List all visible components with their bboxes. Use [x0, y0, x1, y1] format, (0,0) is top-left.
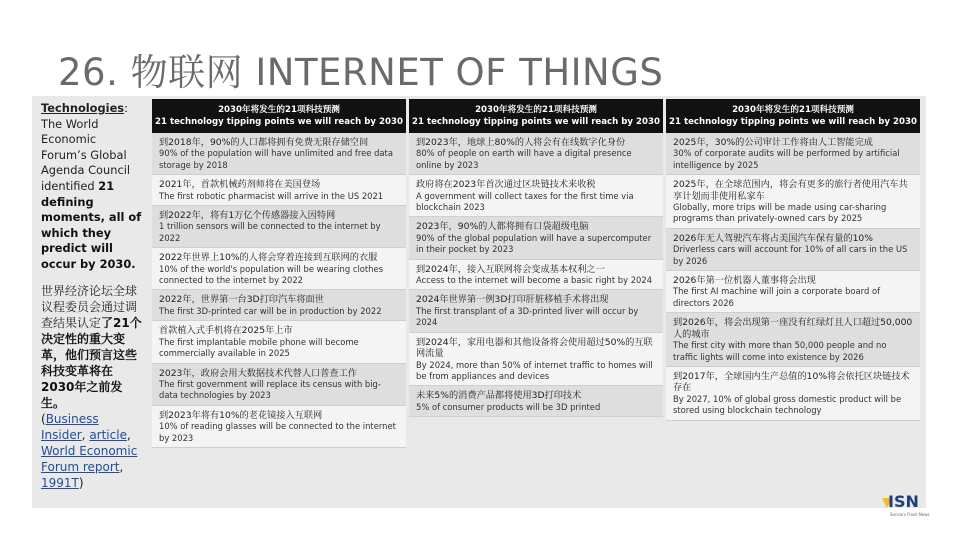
prediction-item: [152, 248, 406, 290]
prediction-en: The first city with more than 50,000 people and no traffic lights will come into existence by 2026: [673, 340, 887, 362]
prediction-cn: 到2022年，将有1万亿个传感器接入因特网: [159, 210, 336, 222]
prediction-cn: 2021年，首款机械药剂师将在美国登场: [159, 179, 321, 191]
prediction-cn: 到2024年，接入互联网将会变成基本权利之一: [416, 263, 605, 275]
column-header: [666, 99, 920, 133]
prediction-item: [152, 406, 406, 448]
prediction-item: [409, 217, 663, 259]
intro-text: The World Economic Forum’s Global Agenda Council identified: [41, 116, 131, 193]
prediction-item: [152, 175, 406, 206]
business-insider-link[interactable]: Business Insider: [41, 411, 99, 442]
prediction-cn: 2025年，30%的公司审计工作将由人工智能完成: [673, 137, 873, 148]
prediction-item: [409, 133, 663, 175]
column-header-cn: 2030年将发生的21项科技预测: [732, 105, 854, 115]
article-link[interactable]: article: [89, 427, 127, 442]
prediction-en: By 2024, more than 50% of internet traffic to homes will be from appliances and devices: [416, 359, 653, 381]
prediction-cn: 2024年世界第一例3D打印肝脏移植手术将出现: [416, 294, 609, 306]
prediction-en: 90% of the global population will have a supercomputer in their pocket by 2023: [416, 232, 652, 255]
prediction-item: [666, 133, 920, 175]
links-close: ): [78, 475, 84, 490]
prediction-item: [152, 321, 406, 363]
slide-title: 26. 物联网 INTERNET OF THINGS: [58, 51, 664, 94]
technologies-label: Technologies: [41, 101, 125, 115]
wef-report-link[interactable]: World Economic Forum report: [41, 443, 138, 474]
prediction-en: Access to the internet will become a basic right by 2024: [416, 275, 653, 286]
prediction-en: 30% of corporate audits will be performed by artificial intelligence by 2025: [673, 148, 900, 170]
prediction-item: [152, 290, 406, 321]
intro-bold-text: 21 defining moments, all of which they predict will occur by 2030.: [41, 178, 142, 271]
prediction-en: By 2027, 10% of global gross domestic product will be stored using blockchain technology: [673, 393, 902, 416]
cn-paragraph: [41, 283, 143, 491]
prediction-item: [666, 229, 920, 271]
prediction-column-2: [409, 99, 663, 417]
cn-intro-text: 世界经济论坛全球议程委员会通过调查结果认定: [41, 283, 138, 330]
link-sep-2: ,: [126, 427, 131, 442]
sensors-flash-news-logo: [888, 492, 932, 520]
prediction-en: A government will collect taxes for the first time via blockchain 2023: [416, 190, 634, 213]
prediction-item: [666, 313, 920, 367]
prediction-cn: 2025年，在全球范围内，将会有更多的旅行者使用汽车共享计划而非使用私家车: [673, 179, 908, 202]
prediction-cn: 2022年，世界第一台3D打印汽车将面世: [159, 294, 324, 306]
prediction-item: [152, 133, 406, 175]
prediction-en: 10% of reading glasses will be connected to the internet by 2023: [159, 421, 396, 443]
sidebar-text: [41, 101, 143, 501]
prediction-cn: 2023年，90%的人都将拥有口袋超级电脑: [416, 221, 589, 233]
column-header-en: 21 technology tipping points we will reach by 2030: [669, 117, 917, 127]
prediction-en: The first 3D-printed car will be in production by 2022: [159, 305, 382, 316]
prediction-item: [409, 175, 663, 217]
prediction-cn: 2022年世界上10%的人将会穿着连接到互联网的衣服: [159, 252, 378, 264]
prediction-en: The first implantable mobile phone will become commercially available in 2025: [159, 336, 359, 359]
prediction-item: [409, 290, 663, 332]
prediction-en: 90% of the population will have unlimited and free data storage by 2018: [159, 148, 393, 170]
prediction-item: [666, 367, 920, 421]
prediction-en: The first transplant of a 3D-printed liver will occur by 2024: [416, 305, 639, 328]
prediction-en: The first AI machine will join a corporate board of directors 2026: [673, 286, 881, 308]
prediction-en: 10% of the world's population will be wearing clothes connected to the internet by 2022: [159, 263, 384, 286]
prediction-item: [152, 364, 406, 406]
prediction-item: [666, 175, 920, 229]
prediction-column-1: [152, 99, 406, 448]
prediction-cn: 到2023年，地球上80%的人将会有在线数字化身份: [416, 137, 626, 148]
prediction-en: Globally, more trips will be made using car-sharing programs than privately-owned cars by 2025: [673, 202, 887, 224]
prediction-en: The first government will replace its census with big-data technologies by 2023: [159, 378, 381, 401]
column-header-cn: 2030年将发生的21项科技预测: [218, 105, 340, 115]
column-header-en: 21 technology tipping points we will reach by 2030: [155, 117, 403, 127]
logo-caption: Sensors Flash News: [890, 512, 930, 517]
link-sep-3: ,: [119, 459, 124, 474]
prediction-column-3: [666, 99, 920, 421]
prediction-cn: 到2023年将有10%的老花镜接入互联网: [159, 409, 323, 421]
prediction-en: Driverless cars will account for 10% of all cars in the US by 2026: [673, 244, 908, 266]
cn-bold-text: 了21个决定性的重大变革，他们预言这些科技变革将在2030年之前发生。: [41, 315, 142, 410]
prediction-cn: 未来5%的消费产品都将使用3D打印技术: [416, 390, 582, 402]
prediction-cn: 政府将在2023年首次通过区块链技术来收税: [416, 179, 596, 191]
prediction-item: [409, 260, 663, 291]
column-header-cn: 2030年将发生的21项科技预测: [475, 105, 597, 115]
prediction-cn: 到2026年，将会出现第一座没有红绿灯且人口超过50,000人的城市: [673, 317, 913, 340]
prediction-item: [409, 333, 663, 387]
prediction-en: The first robotic pharmacist will arrive in the US 2021: [159, 190, 384, 201]
prediction-en: 80% of people on earth will have a digital presence online by 2023: [416, 148, 632, 170]
prediction-cn: 2023年，政府会用大数据技术代替人口普查工作: [159, 367, 357, 379]
prediction-en: 1 trillion sensors will be connected to the internet by 2022: [159, 221, 381, 243]
prediction-cn: 到2017年，全球国内生产总值的10%将会依托区块链技术存在: [673, 370, 910, 394]
prediction-en: 5% of consumer products will be 3D printed: [416, 401, 601, 412]
links-open: (: [41, 411, 46, 426]
prediction-cn: 到2024年，家用电器和其他设备将会使用超过50%的互联网流量: [416, 336, 653, 360]
technologies-colon: :: [124, 101, 128, 115]
prediction-cn: 2026年无人驾驶汽车将占美国汽车保有量的10%: [673, 232, 873, 244]
logo-mark: ISN: [888, 492, 919, 511]
link-sep-1: ,: [81, 427, 90, 442]
1991t-link[interactable]: 1991T: [41, 475, 79, 490]
column-header-en: 21 technology tipping points we will reach by 2030: [412, 117, 660, 127]
prediction-item: [152, 206, 406, 248]
prediction-item: [409, 386, 663, 417]
column-header: [409, 99, 663, 133]
column-header: [152, 99, 406, 133]
prediction-item: [666, 271, 920, 313]
prediction-cn: 2026年第一位机器人董事将会出现: [673, 275, 816, 287]
prediction-cn: 到2018年，90%的人口都将拥有免费无限存储空间: [159, 137, 369, 148]
prediction-cn: 首款植入式手机将在2025年上市: [159, 325, 293, 337]
intro-paragraph: [41, 101, 143, 273]
